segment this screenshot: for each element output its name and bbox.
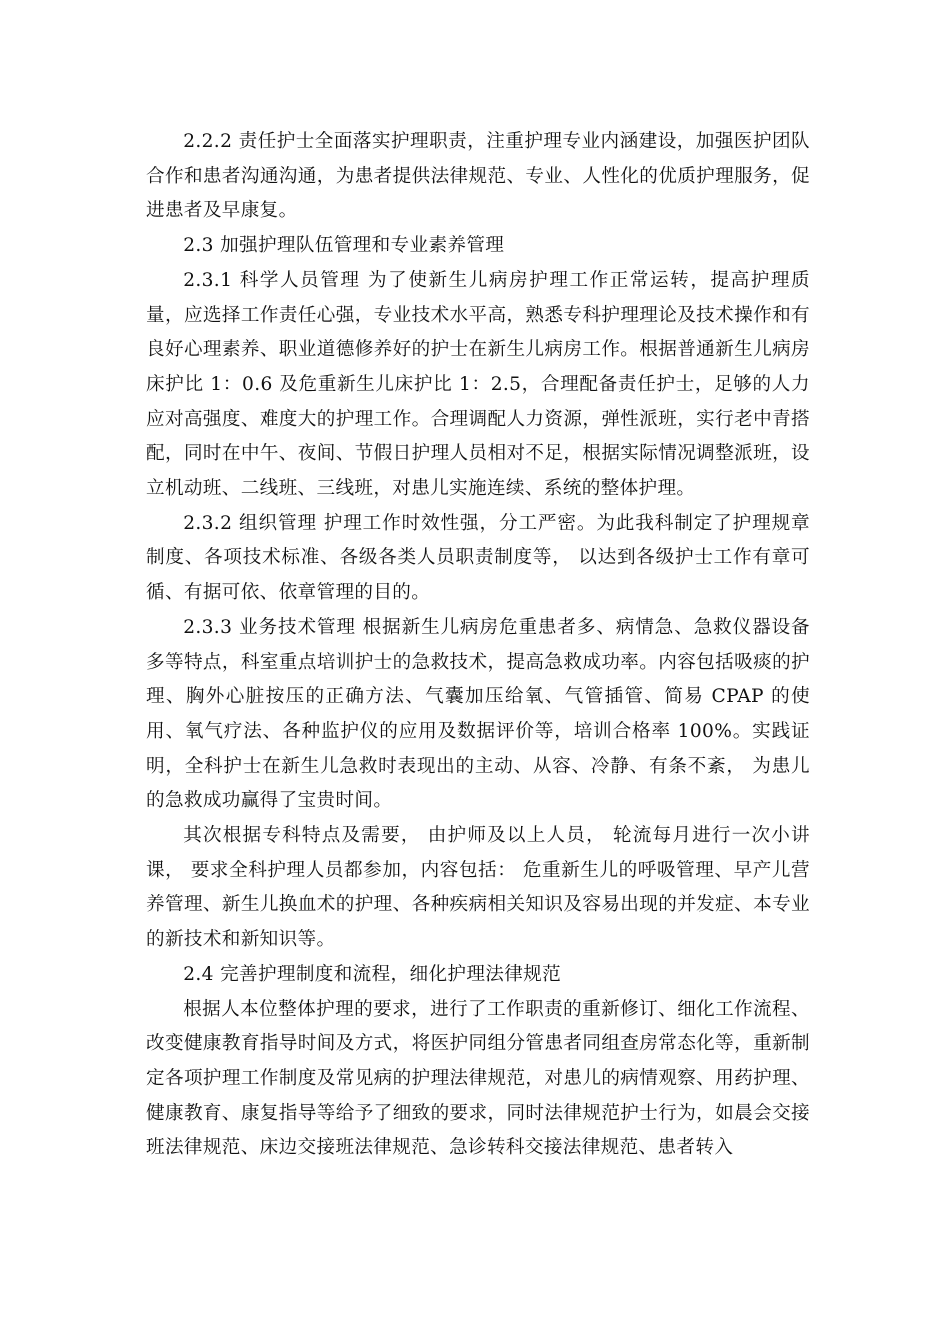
paragraph-2-4-body: 根据人本位整体护理的要求，进行了工作职责的重新修订、细化工作流程、改变健康教育指导时间及方式，将医护同组分管患者同组查房常态化等，重新制定各项护理工作制度及常见病的护理法律规范，对患儿的病情观察、用药护理、健康教育、康复指导等给予了细致的要求，同时法律规范护士行为，如晨会交接班法律规范、床边交接班法律规范、急诊转科交接法律规范、患者转入 bbox=[146, 998, 810, 1159]
document-body bbox=[146, 125, 810, 1166]
paragraph-2-3-3: 2.3.3 业务技术管理 根据新生儿病房危重患者多、病情急、急救仪器设备多等特点，科室重点培训护士的急救技术，提高急救成功率。内容包括吸痰的护理、胸外心脏按压的正确方法、气囊加压给氧、气管插管、简易 CPAP 的使用、氧气疗法、各种监护仪的应用及数据评价等，培训合格率 100%。实践证明，全科护士在新生儿急救时表现出的主动、从容、冷静、有条不紊， 为患儿的急救成功赢得了宝贵时间。 bbox=[146, 616, 811, 812]
paragraph-training: 其次根据专科特点及需要， 由护师及以上人员， 轮流每月进行一次小讲课， 要求全科护理人员都参加，内容包括： 危重新生儿的呼吸管理、早产儿营养管理、新生儿换血术的护理、各种疾病相关知识及容易出现的并发症、本专业的新技术和新知识等。 bbox=[146, 825, 810, 951]
heading-2-4: 2.4 完善护理制度和流程，细化护理法律规范 bbox=[183, 963, 562, 985]
paragraph-2-2-2: 2.2.2 责任护士全面落实护理职责，注重护理专业内涵建设，加强医护团队合作和患者沟通沟通，为患者提供法律规范、专业、人性化的优质护理服务，促进患者及早康复。 bbox=[146, 131, 810, 222]
paragraph-2-3-1: 2.3.1 科学人员管理 为了使新生儿病房护理工作正常运转，提高护理质量，应选择工作责任心强，专业技术水平高，熟悉专科护理理论及技术操作和有良好心理素养、职业道德修养好的护士在新生儿病房工作。根据普通新生儿病房床护比 1：0.6 及危重新生儿床护比 1：2.5，合理配备责任护士，足够的人力应对高强度、难度大的护理工作。合理调配人力资源，弹性派班，实行老中青搭配，同时在中午、夜间、节假日护理人员相对不足，根据实际情况调整派班，设立机动班、二线班、三线班，对患儿实施连续、系统的整体护理。 bbox=[146, 269, 810, 500]
paragraph-2-3-2: 2.3.2 组织管理 护理工作时效性强，分工严密。为此我科制定了护理规章制度、各项技术标准、各级各类人员职责制度等， 以达到各级护士工作有章可循、有据可依、依章管理的目的。 bbox=[146, 512, 810, 604]
heading-2-3: 2.3 加强护理队伍管理和专业素养管理 bbox=[183, 235, 505, 257]
